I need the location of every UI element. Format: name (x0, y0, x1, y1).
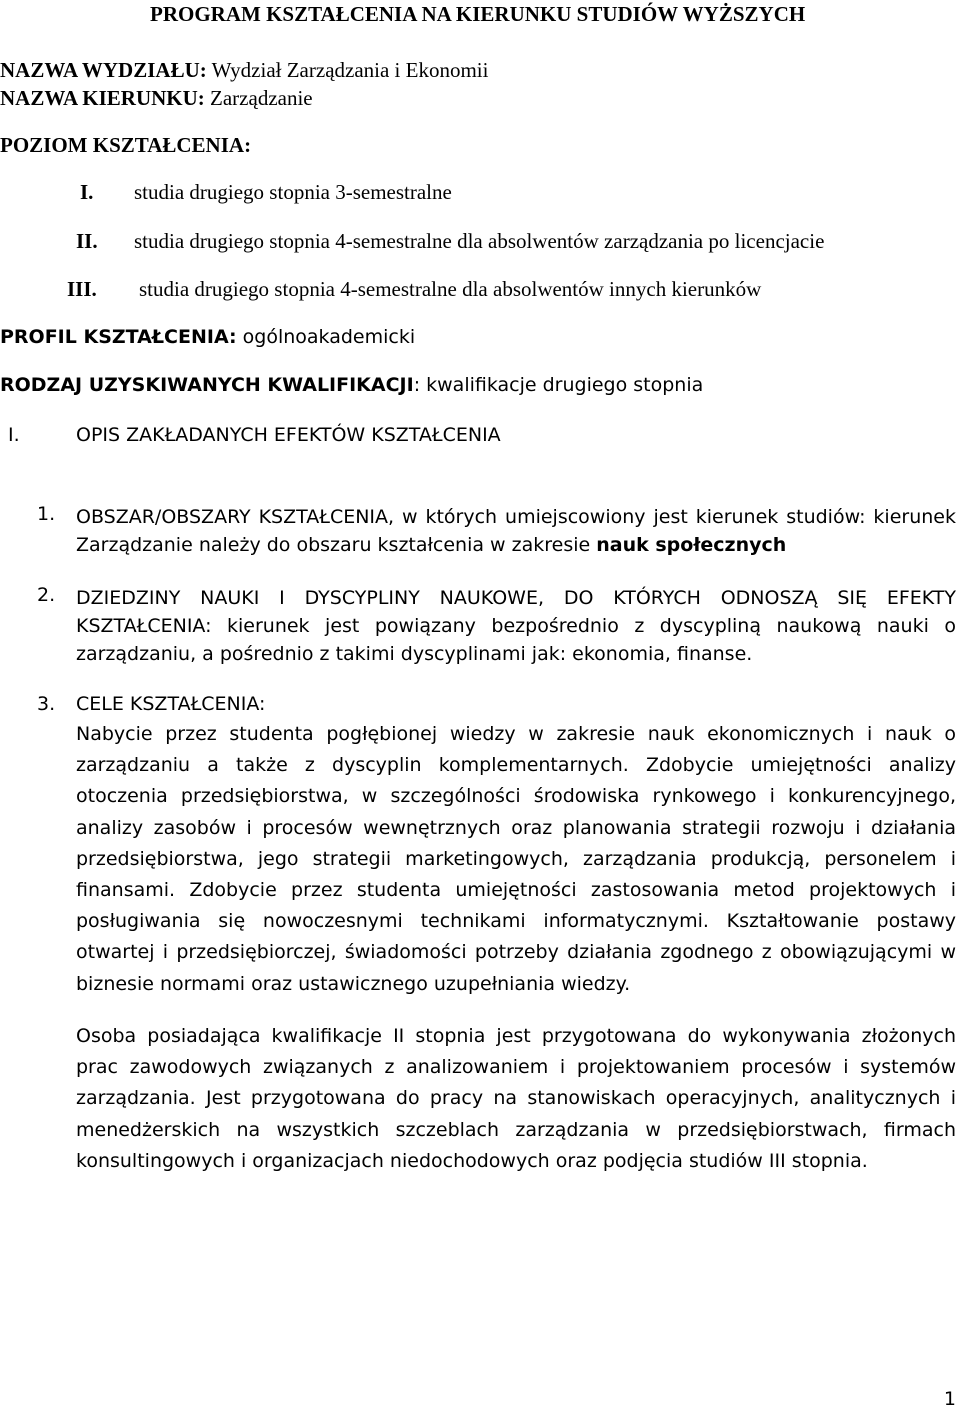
qualifications-label: RODZAJ UZYSKIWANYCH KWALIFIKACJI (0, 374, 414, 396)
major-value: Zarządzanie (210, 86, 313, 110)
qualifications-line (0, 374, 703, 396)
faculty-line (0, 58, 488, 83)
level-number: III. (67, 277, 97, 301)
qualifications-value: : kwalifikacje drugiego stopnia (413, 374, 704, 396)
major-label: NAZWA KIERUNKU: (0, 86, 205, 110)
profile-value: ogólnoakademicki (242, 326, 416, 348)
profile-label: PROFIL KSZTAŁCENIA: (0, 326, 237, 348)
section-number: I. (8, 424, 20, 446)
item-paragraph: Nabycie przez studenta pogłębionej wiedzy w zakresie nauk ekonomicznych i nauk o zarządzaniu a także z dyscyplin komplementarnych. Zdobycie umiejętności analizy otoczenia przedsiębiorstwa, w szczególności środowiska rynkowego i konkurencyjnego, analizy zasobów i procesów wewnętrznych oraz planowania strategii rozwoju i działania przedsiębiorstwa, jego strategii marketingowych, zarządzania produkcją, personelem i finansami. Zdobycie przez studenta umiejętności zastosowania metod projektowych i posługiwania się nowoczesnymi technikami informatycznymi. Kształtowanie postawy otwartej i przedsiębiorczej, świadomości potrzeby działania zgodnego z obowiązującymi w biznesie normami oraz ustawicznego uzupełniania wiedzy. (76, 723, 956, 995)
level-label: POZIOM KSZTAŁCENIA: (0, 133, 252, 157)
major-line (0, 86, 313, 111)
item-number: 2. (37, 584, 56, 606)
item-number: 3. (37, 693, 56, 715)
item-bold-text: nauk społecznych (596, 534, 787, 556)
item-heading: CELE KSZTAŁCENIA: (76, 693, 266, 715)
faculty-value: Wydział Zarządzania i Ekonomii (211, 58, 489, 82)
graduate-profile-paragraph: Osoba posiadająca kwalifikacje II stopnia jest przygotowana do wykonywania złożonych prac zawodowych związanych z analizowaniem i projektowaniem procesów i systemów zarządzania. Jest przygotowana do pracy na stanowiskach operacyjnych, analitycznych i menedżerskich na wszystkich szczeblach zarządzania w przedsiębiorstwach, firmach konsultingowych i organizacjach niedochodowych oraz podjęcia studiów III stopnia. (76, 1025, 956, 1172)
faculty-label: NAZWA WYDZIAŁU: (0, 58, 207, 82)
section-title: OPIS ZAKŁADANYCH EFEKTÓW KSZTAŁCENIA (76, 424, 501, 446)
level-text: studia drugiego stopnia 4-semestralne dla absolwentów innych kierunków (139, 277, 762, 301)
item-number: 1. (37, 503, 56, 525)
level-text: studia drugiego stopnia 3-semestralne (134, 180, 452, 204)
level-text: studia drugiego stopnia 4-semestralne dla absolwentów zarządzania po licencjacie (134, 229, 825, 253)
page-number: 1 (943, 1388, 956, 1410)
item-paragraph: DZIEDZINY NAUKI I DYSCYPLINY NAUKOWE, DO KTÓRYCH ODNOSZĄ SIĘ EFEKTY KSZTAŁCENIA: kierunek jest powiązany bezpośrednio z dyscypliną naukową nauki o zarządzaniu, a pośrednio z takimi dyscyplinami jak: ekonomia, finanse. (76, 587, 956, 665)
level-number: II. (76, 229, 98, 253)
profile-line (0, 326, 415, 348)
level-number: I. (80, 180, 94, 204)
item-paragraph (76, 503, 956, 559)
document-title: PROGRAM KSZTAŁCENIA NA KIERUNKU STUDIÓW WYŻSZYCH (150, 2, 806, 26)
item-text: OBSZAR/OBSZARY KSZTAŁCENIA, w których umiejscowiony jest kierunek studiów: kierunek Zarządzanie należy do obszaru kształcenia w zakresie (76, 506, 956, 556)
